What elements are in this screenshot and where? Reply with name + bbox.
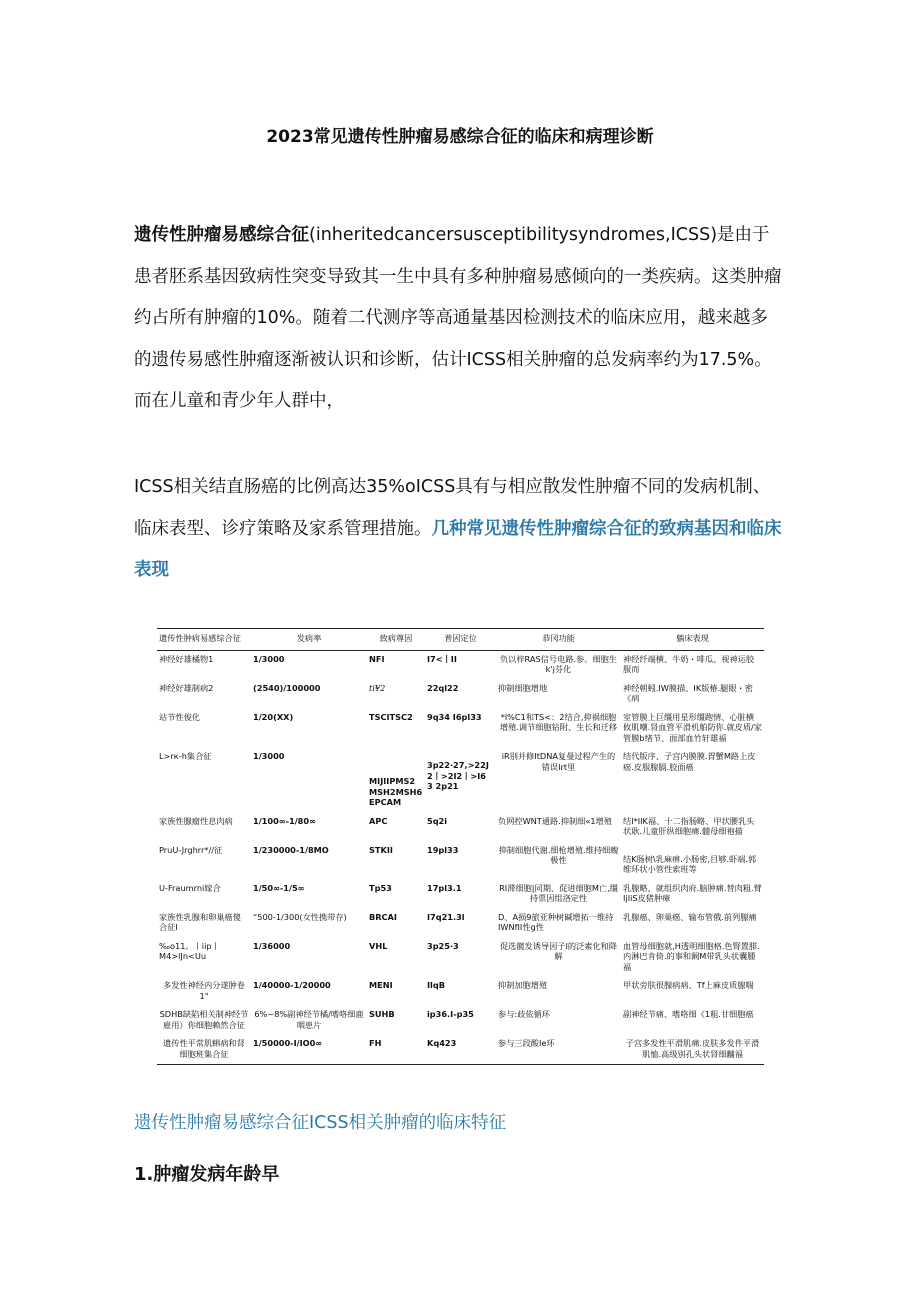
cell-incidence: 1/3000 [253,751,285,761]
intro-lead-term: 遗传性肿瘤易感综合征 [134,225,309,245]
cell-function: 参与三段酸Ie环 [496,1035,621,1065]
cell-locus: 19pl33 [427,844,459,855]
syndrome-table [157,628,764,1065]
cell-locus: 22ql22 [427,682,459,693]
cell-function: 抑制细胞增地 [498,682,548,693]
cell-incidence: 1/230000-1/8MO [253,844,329,855]
cell-gene: STKII [369,844,393,855]
cell-gene: TSCITSC2 [369,711,413,722]
table-row [157,650,764,680]
cell-syndrome: 遗传性平常肌蝌病和肾细胞班集合征 [157,1035,251,1065]
cell-syndrome: 神经好雄橘物1 [159,653,214,664]
intro-text: (inheritedcancersusceptibilitysyndromes,ICSS)是由于患者胚系基因致病性突变导致其一生中具有多种肿瘤易感倾向的一类疾病。这类肿瘤约占所有肿瘤的10%。随着二代测序等高通量基因检测技术的临床应用，越来越多的遗传易感性肿瘤逐渐被认识和诊断，估计ICSS相关肿瘤的总发病率约为17.5%。而在儿童和青少年人群中， [134,225,782,411]
header-function: 恭冈功能 [496,629,621,651]
header-incidence: 发病率 [251,629,367,651]
second-paragraph [134,467,784,592]
cell-locus: Kq423 [425,1035,496,1065]
cell-incidence: (2540)/100000 [253,682,321,693]
cell-gene: Tp53 [369,882,392,893]
cell-function: 参与:歧依循环 [498,1009,550,1019]
cell-locus: 17pl3.1 [427,882,462,893]
cell-incidence: 1/36000 [253,940,291,951]
cell-gene: ti¥2 [369,682,386,693]
cell-locus: 9q34 I6pl33 [427,711,482,722]
cell-gene: FH [367,1035,425,1065]
cell-function: 促选髋发诱导因子I的泛素化和降解 [499,940,618,961]
cell-locus: I7q21.3l [427,911,465,922]
table-row [157,909,764,938]
cell-locus: 5q2i [427,815,448,826]
cell-clinical: 结代版序、子宫内膜膜.胃蟹M路上皮癌.皮服腺膈.胶面癌 [623,751,756,772]
cell-syndrome: 站节性俊化 [159,711,200,722]
cell-clinical: 乳腺癌、卵巢癌、输布管俄.前列腺痛 [623,911,757,922]
cell-clinical: 结K肠树\乳麻痹.小肠密,目够.虾端.郭维环状小管性索班等 [623,853,757,874]
table-row [157,1035,764,1065]
cell-gene: BRCAI [369,911,397,922]
cell-locus: ip36.I-p35 [427,1009,474,1019]
cell-locus: 3p22·27,>22J 2丨>2I2丨>I6 3 2p21 [427,760,489,791]
table-row [157,938,764,978]
cell-syndrome: L>rк-h集合征 [159,751,212,761]
cell-function: 负网控WNT通路.抑制细«1增殖 [498,815,612,826]
cell-incidence: 1/100∞-1/80∞ [253,815,316,826]
header-gene: 致病尊因 [367,629,425,651]
cell-incidence: 1/50000-I/IO0∞ [251,1035,367,1065]
cell-locus: I7<丨II [427,653,457,664]
cell-gene: NFI [369,653,385,664]
cell-clinical: 神经纤端横、牛奶・啡瓜、视神运胶服而 [623,653,755,674]
cell-gene: MIJIIPMS2 MSH2MSH6 EPCAM [369,776,423,807]
table-header-row [157,629,764,651]
page-title: 2023常见遗传性肿瘤易感综合征的临床和病理诊断 [266,127,654,147]
cell-clinical: 甲状旁肤很腺病病、Tf上麻皮质腺喘 [623,980,754,990]
cell-locus: 3p25·3 [427,940,459,951]
cell-syndrome: 神经好雄制病2 [159,682,214,693]
cell-clinical: 神经朝蚓.IW膜描、IK版椿.腿眼・密《病 [623,682,753,703]
table-row [157,813,764,842]
cell-clinical: 副神经节痛、嗜咯细《1粗.甘细胞癌 [623,1009,754,1019]
cell-clinical: 室管膜上巨缰用星形缰跑情、心脏横攸肌嘲.肾血管平滑机舶防你.就皮质/家管膜b绪节、面部血竹轩雄福 [623,711,762,743]
cell-function: 抑制加胞增殖 [498,980,548,990]
cell-gene: MENI [369,980,393,990]
second-paragraph-text: ICSS相关结直肠癌的比例高达35%oICSS具有与相应散发性肿瘤不同的发病机制、临床表型、诊疗策略及家系管理措施。 [134,477,771,539]
cell-function: RI滞细胞|同期、促进细胞M亡,缰持票因组洛定性 [499,882,618,903]
cell-clinical: 乳腺略，就组织肉府.脑肿痛.替肉粗.臂IjIiS皮猪肿瘴 [623,882,762,903]
cell-syndrome: ‰o11。丨iip丨M4>lJn<Uu [159,940,220,961]
cell-incidence: 1/3000 [253,653,285,664]
table-row [157,977,764,1006]
cell-incidence: 6%~8%副神经节橘/嗜咯细鹿咽患片 [254,1009,364,1030]
cell-clinical: 子宫多发性平滑肌痛.皮肤多发件平滑肌恤.高级别孔头状肾细黼福 [621,1035,764,1065]
cell-incidence: “500-1/300(女性携带存) [253,911,347,922]
cell-clinical: 结I*IIK福、十二指肠略、甲状腰乳头状耿.儿童肝纵细胞痛.髓母细袍描 [623,815,755,836]
table-row [157,680,764,709]
cell-function: iR别并修ItDNA复曼过程产生的错误Irt里 [501,751,616,772]
cell-syndrome: SDHB缺陷相关制神经节雇用）你细胞赖然合征 [159,1009,249,1030]
header-syndrome: 遗传性肿病易感综合征 [157,629,251,651]
table-row [157,748,764,813]
cell-syndrome: PruU-Jrghrr*//征 [159,844,223,855]
cell-function: *l%C1和TS<：2结合,抑祸细胞增殖.调节细胞钻附、生长和迁移 [499,711,618,732]
cell-gene: APC [369,815,388,826]
header-locus: 普因定位 [425,629,496,651]
cell-gene: VHL [369,940,388,951]
table-row [157,1006,764,1035]
cell-gene: SUHB [369,1009,395,1019]
table-caption-highlight: 几种常见遗传性肿瘤综合征的致病基因和临床表现 [134,518,782,580]
cell-incidence: 1/50∞-1/5∞ [253,882,305,893]
header-clinical: 躺床表现 [621,629,764,651]
section-heading: 遗传性肿瘤易感综合征ICSS相关肿瘤的临床特征 [134,1113,507,1133]
table-row [157,880,764,909]
cell-syndrome: U-Fraumrni嫁合 [159,882,221,893]
cell-syndrome: 多发性神经内分遂肿卷1" [163,980,245,1001]
subsection-heading: 1.肿瘤发病年龄早 [134,1164,280,1185]
table-row [157,842,764,880]
cell-function: D、A损9旅亚种树碱增拓一维持IWNfII性g性 [498,911,614,932]
cell-incidence: 1/40000-1/20000 [253,980,331,990]
cell-function: 负以梓RAS信号电路.参。细胞生k'j芬化 [499,653,617,674]
cell-function: 抑制细胞代谢.细枪增殖.维持细蝮极性 [498,844,619,865]
intro-paragraph [134,215,784,423]
cell-syndrome: 家族性腺瘤性息肉病 [159,815,233,826]
cell-clinical: 血管母细胞就,H透明细胞格.色腎置腓.内淋巴肯倚.的事和阚M带乳头状囊腫福 [623,940,760,972]
table-row [157,709,764,749]
cell-syndrome: 家族性乳腺和卵巢癌傻合征I [159,911,241,932]
cell-locus: IlqB [427,980,445,990]
cell-incidence: 1/20(XX) [253,711,294,722]
